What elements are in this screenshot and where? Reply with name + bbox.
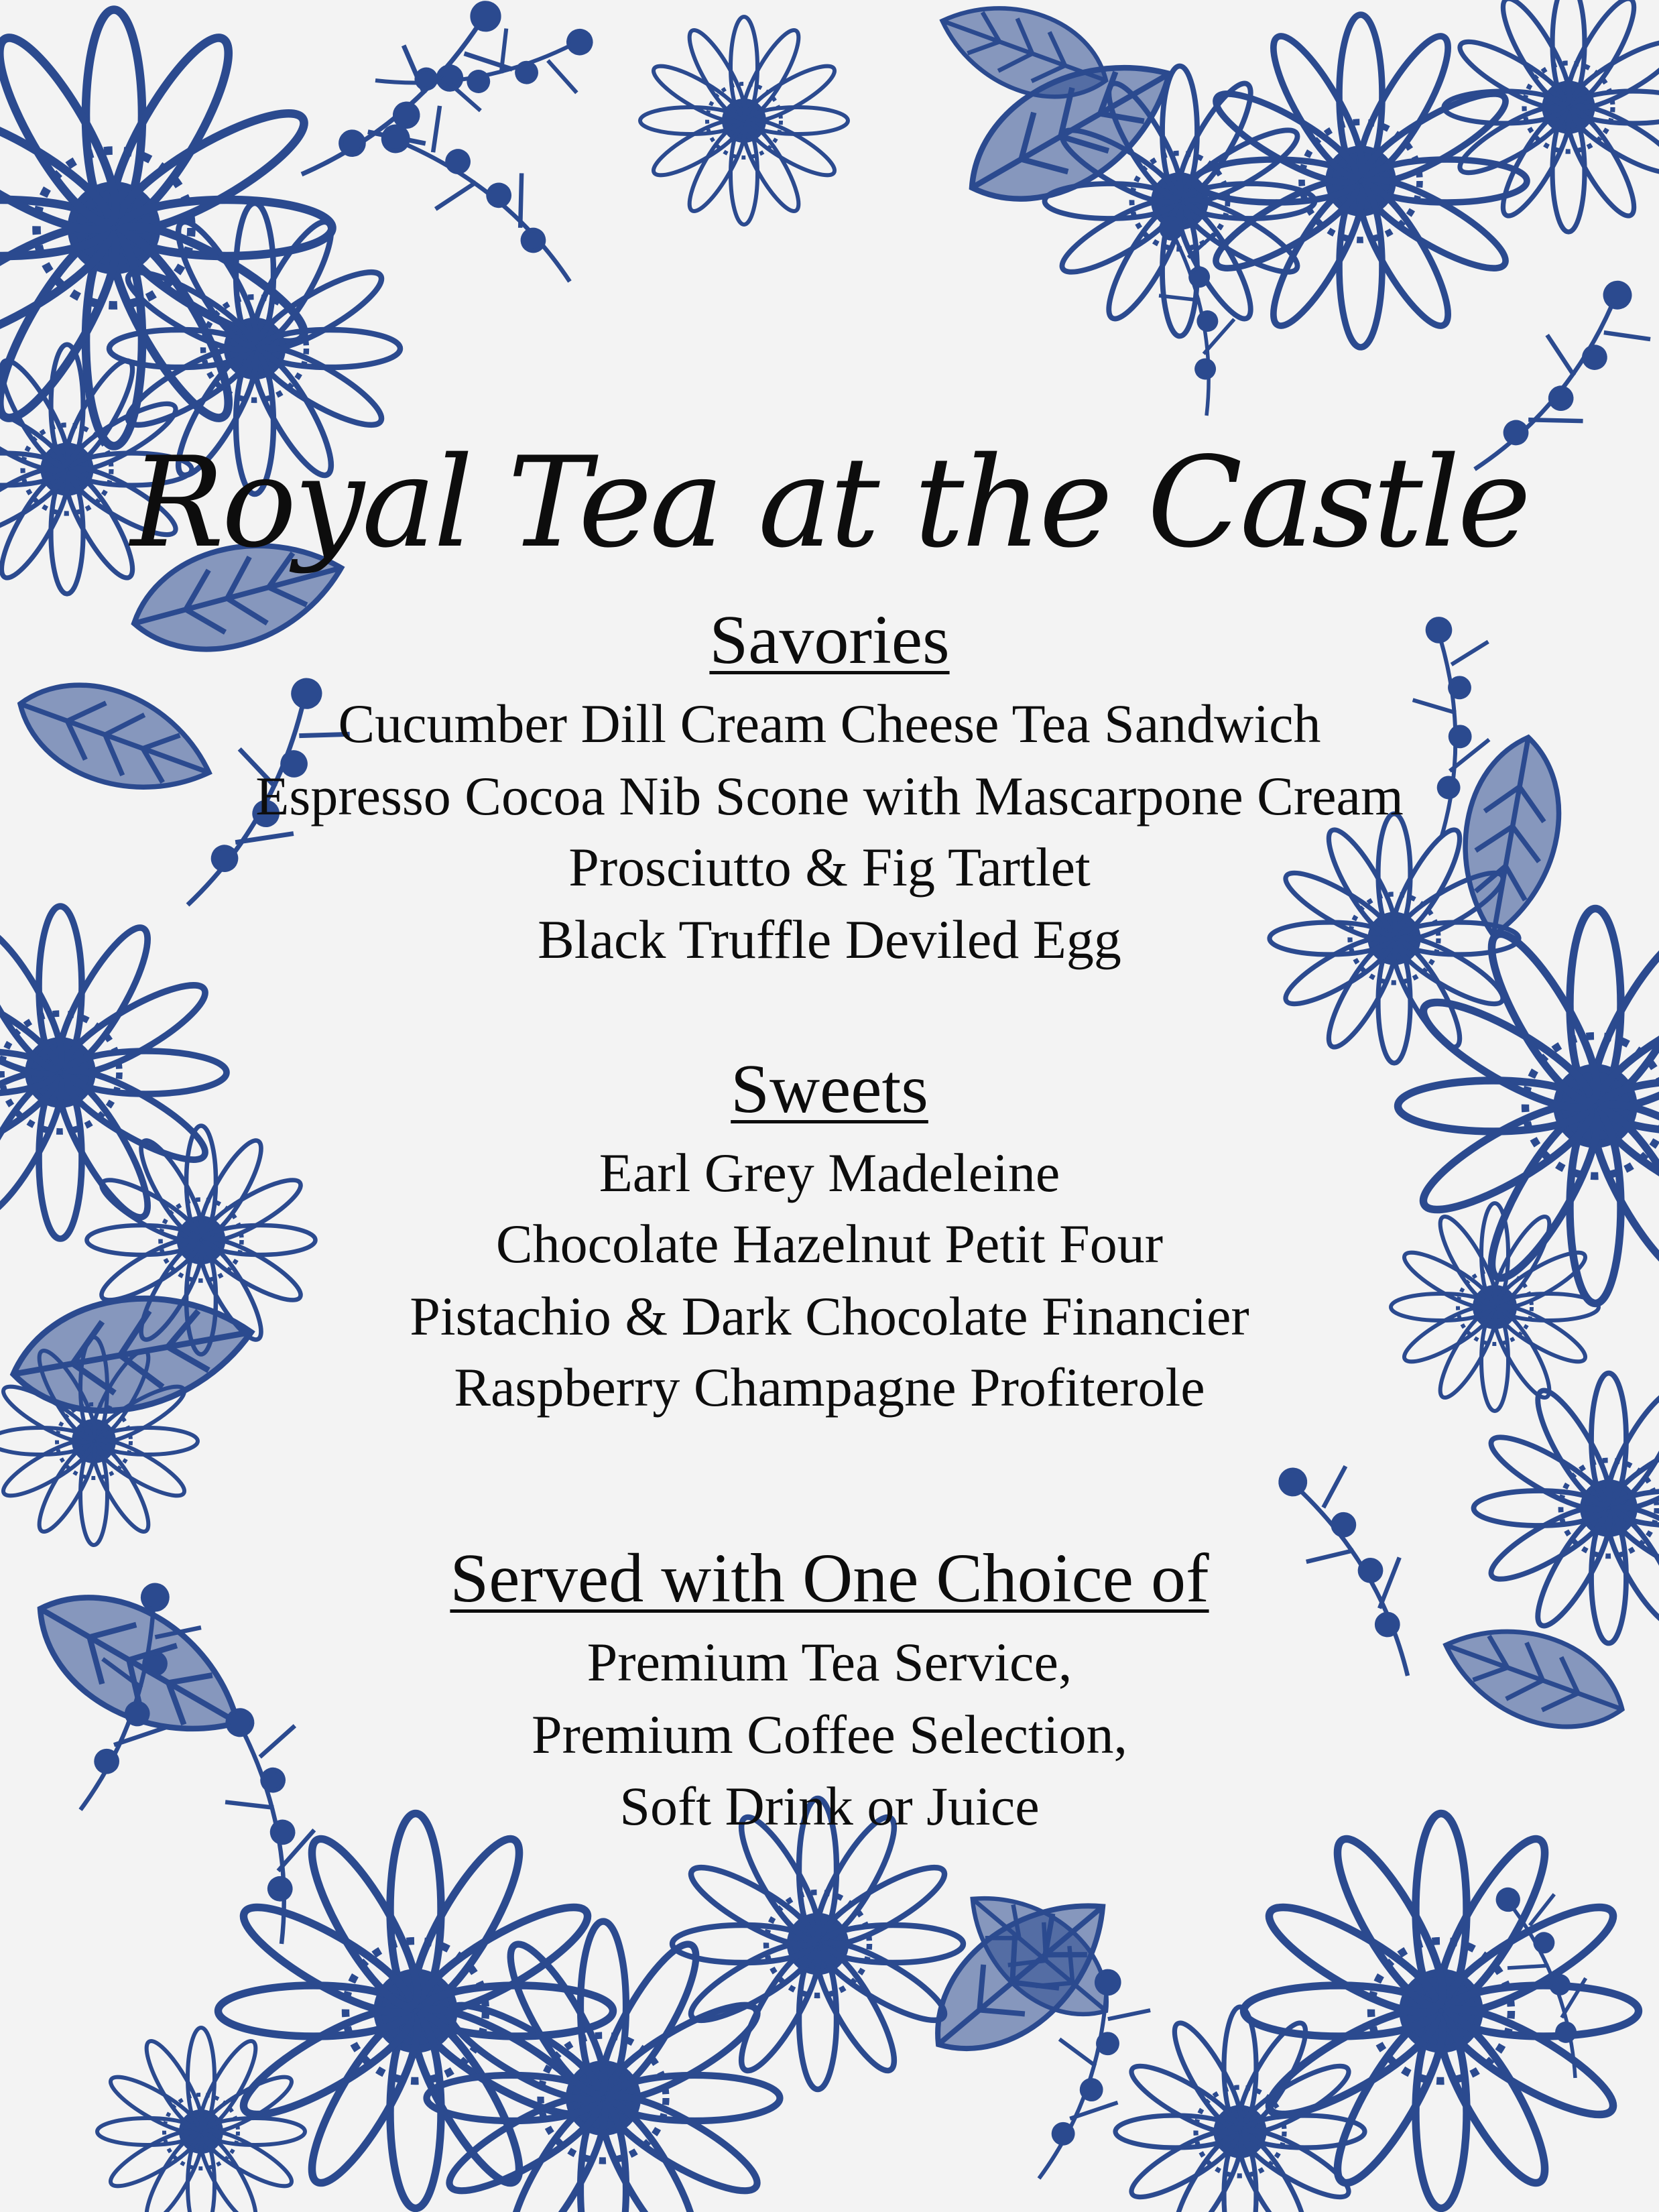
menu-item: Cucumber Dill Cream Cheese Tea Sandwich: [338, 693, 1321, 754]
menu-item: Premium Coffee Selection,: [532, 1704, 1127, 1765]
menu-item: Espresso Cocoa Nib Scone with Mascarpone Cream: [255, 765, 1404, 826]
menu-item: Earl Grey Madeleine: [599, 1142, 1060, 1203]
menu-item: Soft Drink or Juice: [619, 1776, 1040, 1837]
menu-item: Chocolate Hazelnut Petit Four: [495, 1213, 1164, 1274]
menu-title: Royal Tea at the Castle: [130, 430, 1529, 575]
menu-item: Raspberry Champagne Profiterole: [454, 1357, 1205, 1418]
menu-item: Prosciutto & Fig Tartlet: [568, 837, 1091, 898]
menu-item: Black Truffle Deviled Egg: [538, 909, 1121, 970]
section-heading-sweets: Sweets: [731, 1050, 928, 1127]
section-heading-beverage-choice: Served with One Choice of: [450, 1540, 1209, 1617]
menu-item: Pistachio & Dark Chocolate Financier: [410, 1286, 1249, 1347]
menu-item: Premium Tea Service,: [587, 1632, 1072, 1693]
section-heading-savories: Savories: [709, 601, 950, 678]
